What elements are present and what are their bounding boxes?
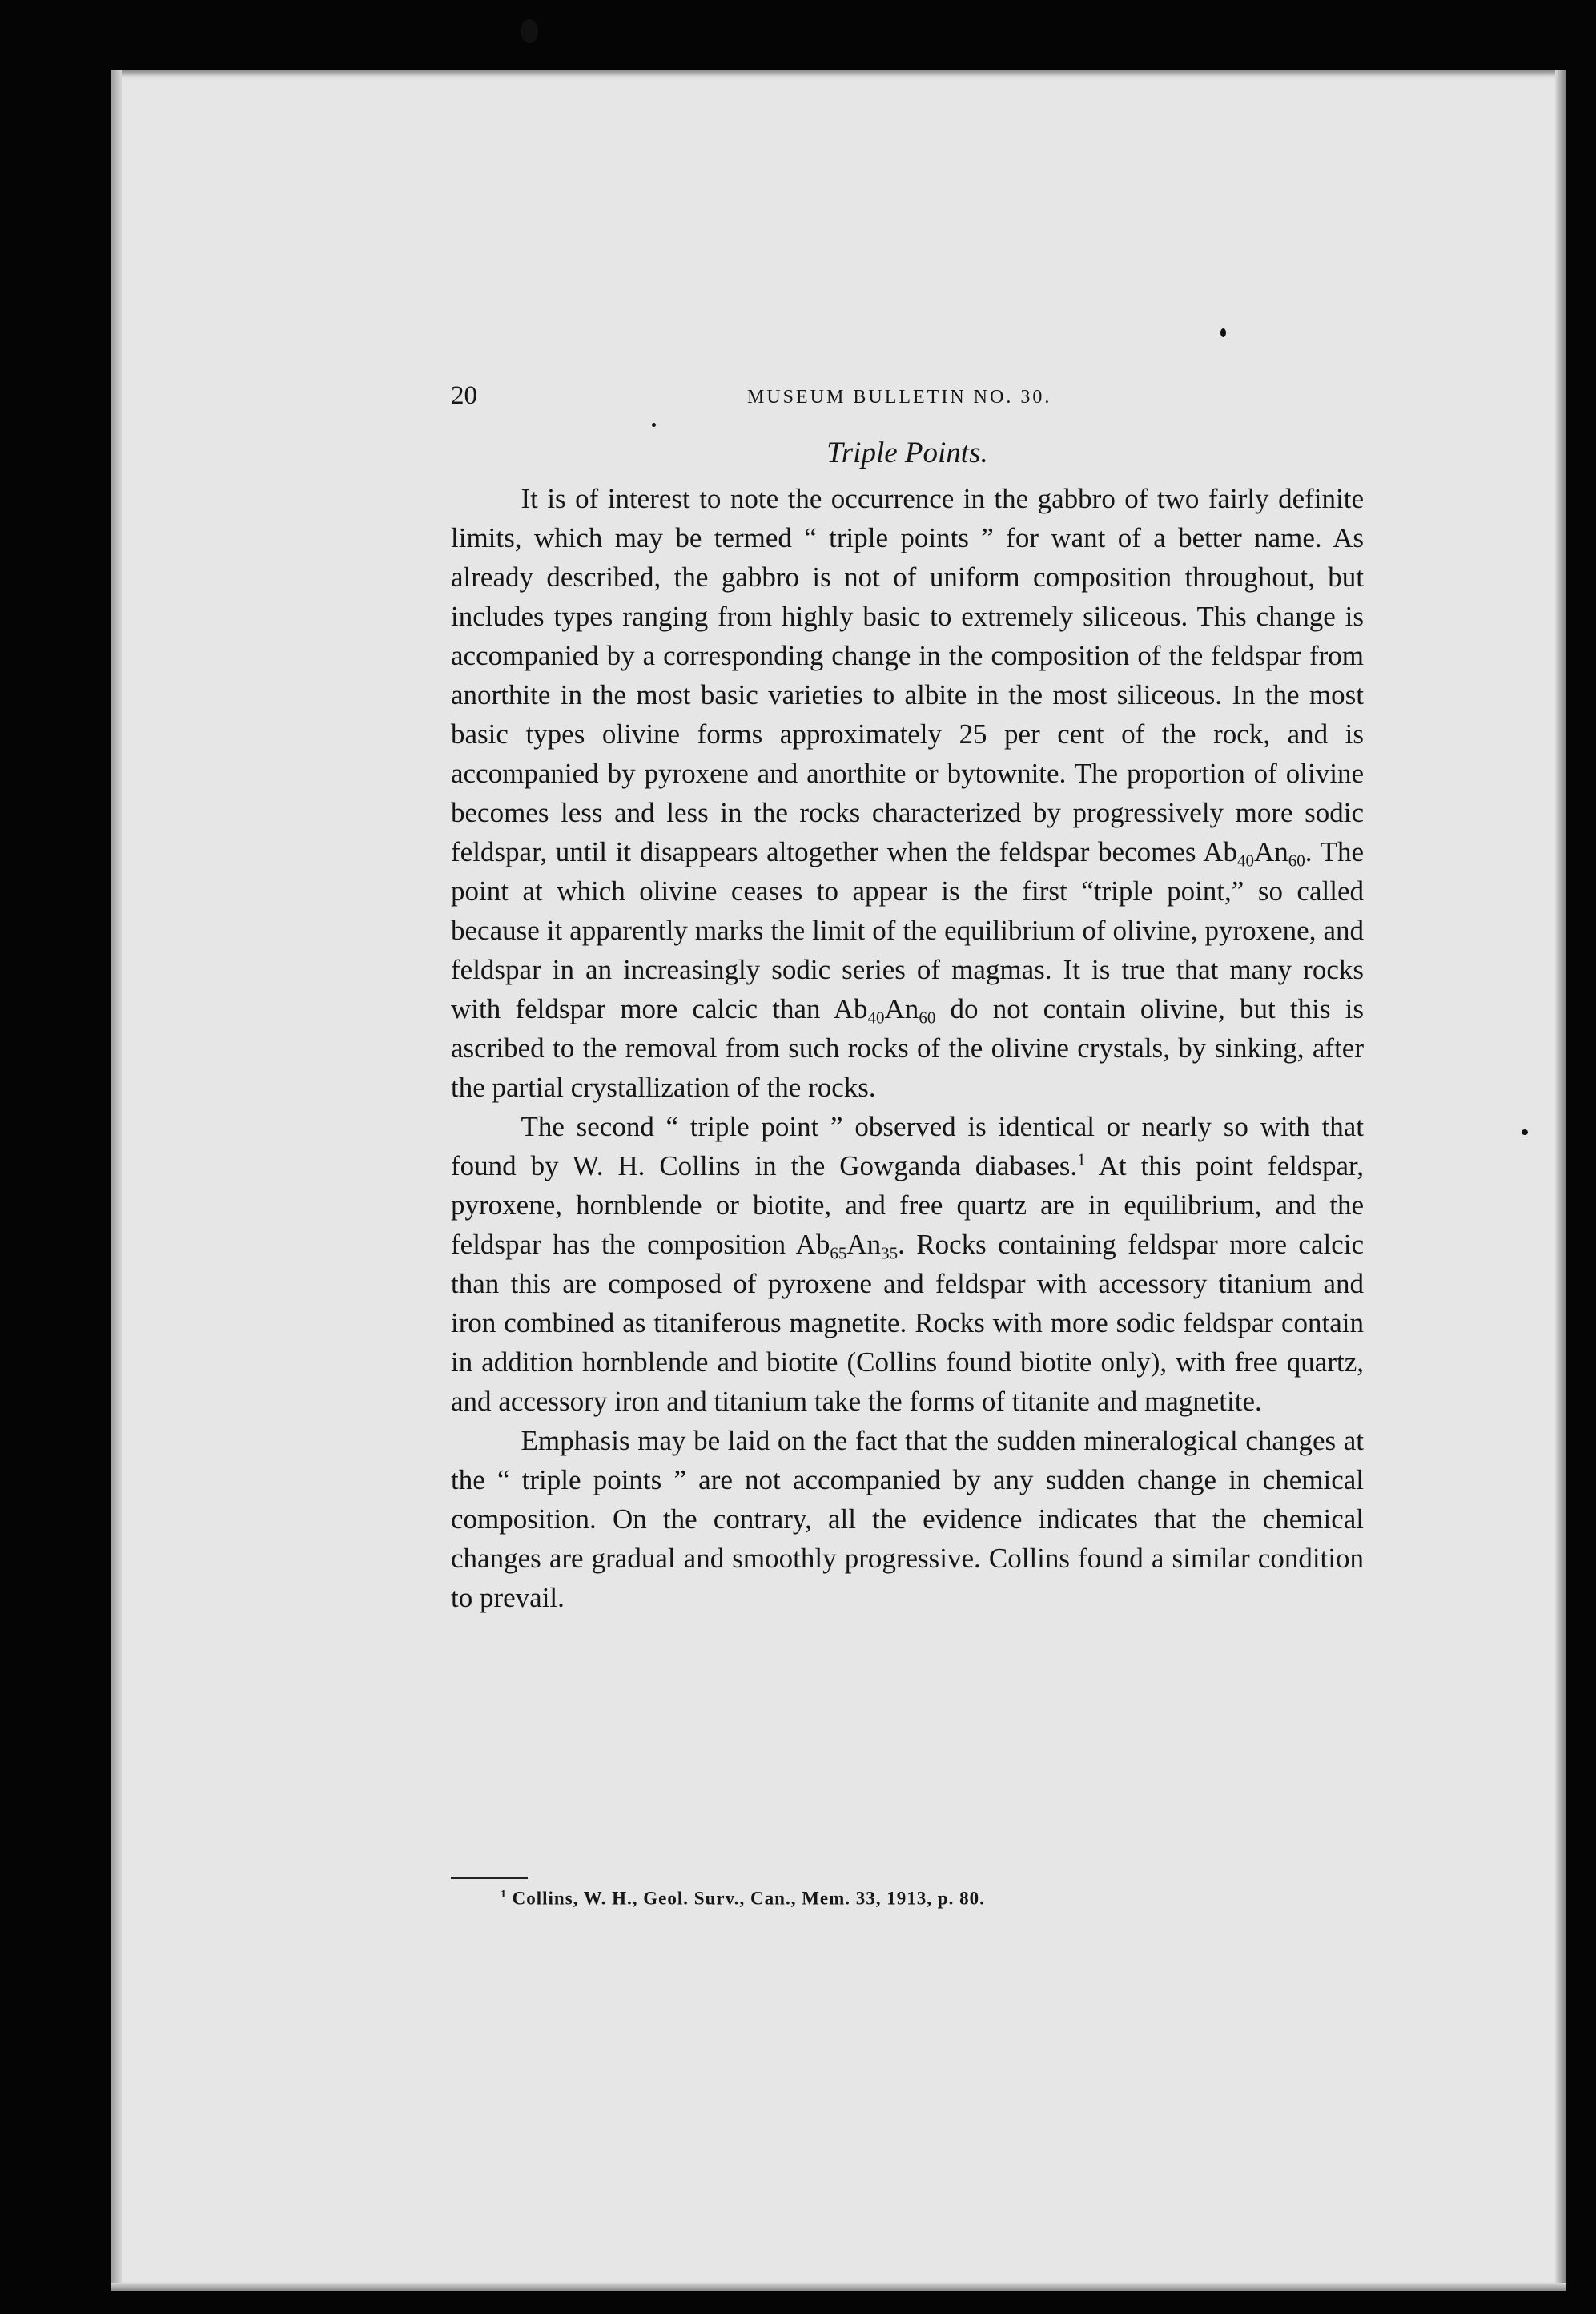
page-left-edge xyxy=(111,70,122,2291)
page-number: 20 xyxy=(451,381,477,410)
page-speck xyxy=(1522,1129,1528,1135)
page-bottom-edge xyxy=(111,2283,1566,2291)
section-title: Triple Points. xyxy=(826,437,988,469)
footnote-reference[interactable]: 1 xyxy=(1077,1149,1086,1169)
footnote xyxy=(501,1881,1381,1913)
paragraph-2: The second “ triple point ” observed is identical or nearly so with that found by W. H. Collins in the Gowganda diabases.$^1$ At this point feldspar, pyroxene, hornblende or biotite, and free quartz are in equilibrium, and the feldspar has the composition $Ab_{65}An_{35}$. Rocks containing feldspar more calcic than this are composed of pyroxene and feldspar with accessory titanium and iron combined as titaniferous magnetite. Rocks with more sodic feldspar contain in addition hornblende and biotite (Collins found biotite only), with free quartz, and accessory iron and titanium take the forms of titanite and magnetite. xyxy=(451,1111,1364,1417)
page-top-edge xyxy=(111,70,1566,77)
footnote-marker: 1 xyxy=(501,1888,507,1900)
page-header xyxy=(451,378,1364,426)
body-text xyxy=(451,479,1364,1617)
running-head: MUSEUM BULLETIN NO. 30. xyxy=(747,387,1052,408)
footnote-text: Collins, W. H., Geol. Surv., Can., Mem. 33, 1913, p. 80. xyxy=(512,1888,985,1909)
film-speck xyxy=(521,19,538,43)
page-speck xyxy=(1220,328,1226,337)
paragraph-1: It is of interest to note the occurrence in the gabbro of two fairly definite limits, which may be termed “ triple points ” for want of a better name. As already described, the gabbro is not of uniform composition throughout, but includes types ranging from highly basic to extremely siliceous. This change is accompanied by a corresponding change in the composition of the feldspar from anorthite in the most basic varieties to albite in the most siliceous. In the most basic types olivine forms approximately 25 per cent of the rock, and is accompanied by pyroxene and anorthite or bytownite. The proportion of olivine becomes less and less in the rocks characterized by progressively more sodic feldspar, until it disappears altogether when the feldspar becomes $Ab_{40}An_{60}$. The point at which olivine ceases to appear is the first “triple point,” so called because it apparently marks the limit of the equilibrium of olivine, pyroxene, and feldspar in an increasingly sodic series of magmas. It is true that many rocks with feldspar more calcic than $Ab_{40}An_{60}$ do not contain olivine, but this is ascribed to the removal from such rocks of the olivine crystals, by sinking, after the partial crystallization of the rocks. xyxy=(451,483,1364,1103)
page-right-edge xyxy=(1555,70,1566,2291)
footnote-divider xyxy=(451,1877,528,1879)
paragraph-3: Emphasis may be laid on the fact that the sudden mineralogical changes at the “ triple points ” are not accompanied by any sudden change in chemical composition. On the contrary, all the evidence indicates that the chemical changes are gradual and smoothly progressive. Collins found a similar condition to prevail. xyxy=(451,1425,1364,1613)
